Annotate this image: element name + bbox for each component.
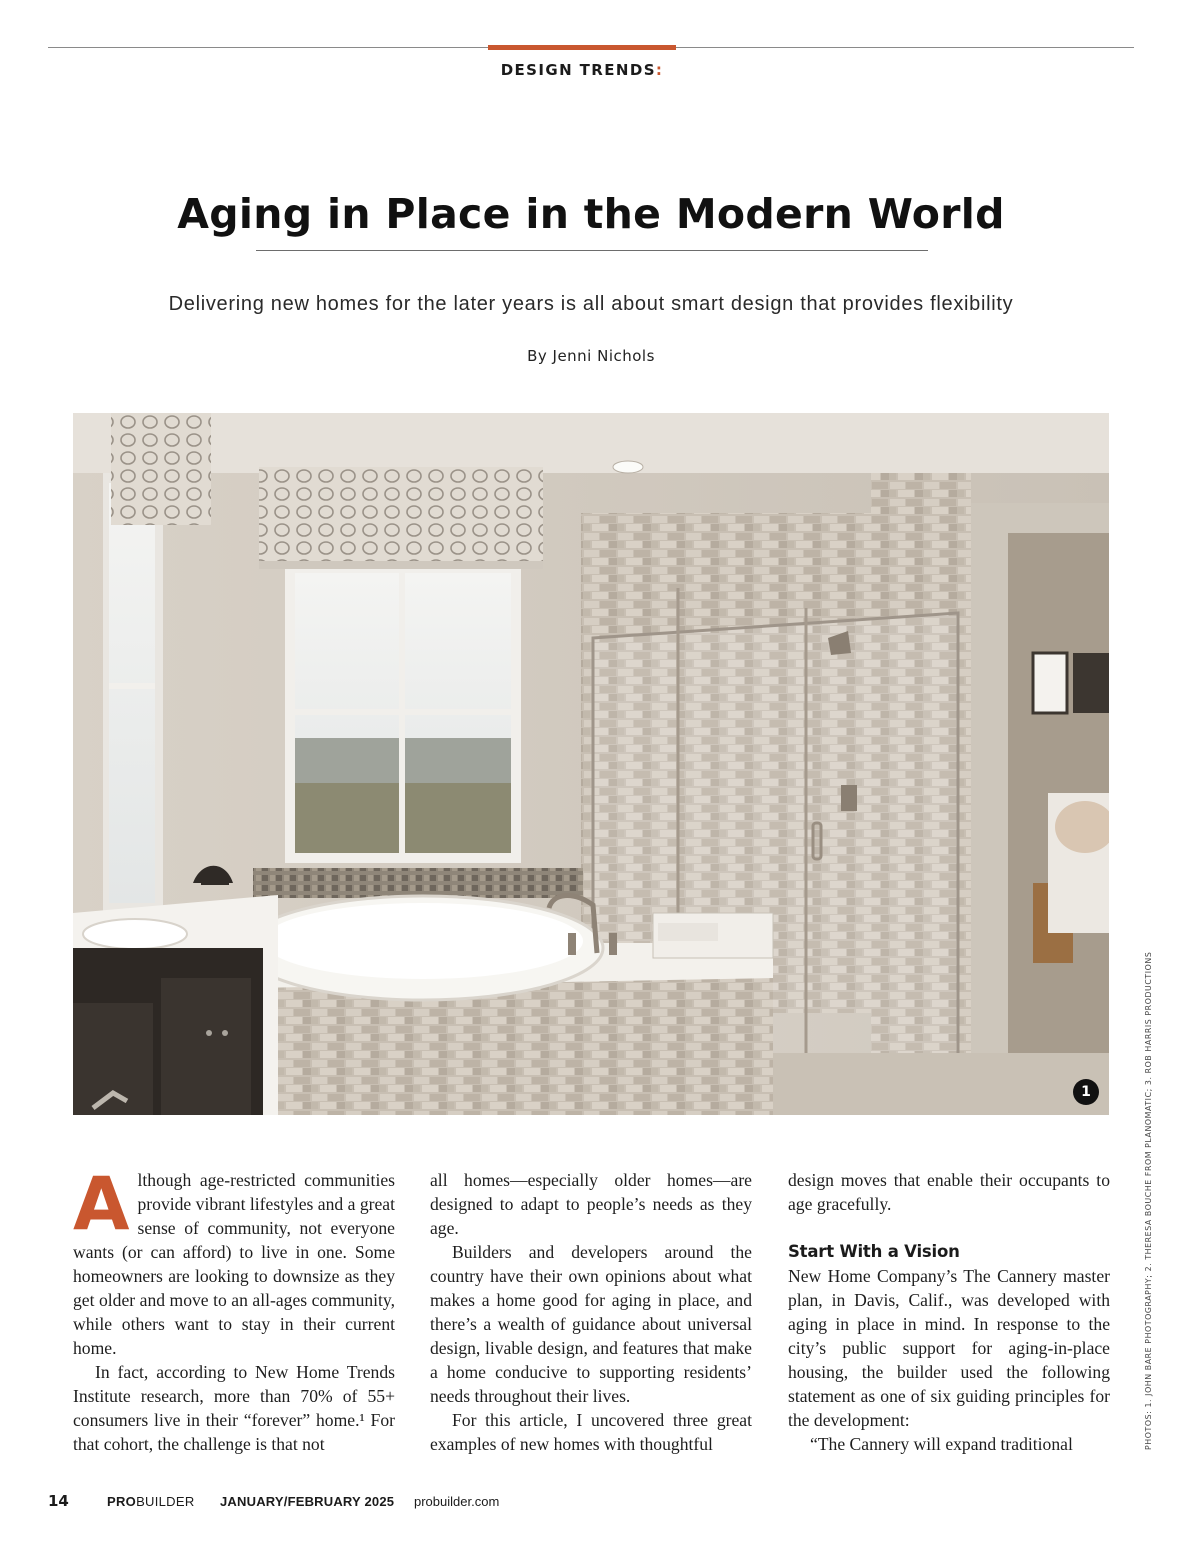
issue-date: JANUARY/FEBRUARY 2025 xyxy=(220,1494,395,1509)
body-column-3 xyxy=(788,1168,1110,1456)
section-label-colon: : xyxy=(655,61,664,79)
bathroom-photo xyxy=(73,413,1109,1115)
magazine-name-light: BUILDER xyxy=(136,1494,195,1509)
section-accent-bar xyxy=(488,45,676,50)
bathroom-illustration xyxy=(73,413,1109,1115)
body-paragraph: In fact, according to New Home Trends Institute research, more than 70% of 55+ consumers live in their “forever” home.¹ For that cohort, the challenge is that not xyxy=(73,1362,395,1454)
body-paragraph: “The Cannery will expand traditional xyxy=(810,1434,1073,1454)
magazine-name-bold: PRO xyxy=(107,1494,137,1509)
body-paragraph: New Home Company’s The Cannery master plan, in Davis, Calif., was developed with aging in place in mind. In response to the city’s public support for aging-in-place housing, the builder used the following statement as one of six guiding principles for the development: xyxy=(788,1266,1110,1430)
body-paragraph: design moves that enable their occupants to age gracefully. xyxy=(788,1170,1110,1214)
drop-cap: A xyxy=(73,1162,130,1247)
article-dek: Delivering new homes for the later years is all about smart design that provides flexibility xyxy=(168,293,1014,315)
title-underline xyxy=(256,250,928,251)
photo-number-badge: 1 xyxy=(1073,1079,1099,1105)
section-label xyxy=(0,61,1164,79)
body-paragraph: Builders and developers around the country have their own opinions about what makes a home good for aging in place, and there’s a wealth of guidance about universal design, livable design, and features that make a home conducive to supporting residents’ needs throughout their lives. xyxy=(430,1242,752,1406)
page-number: 14 xyxy=(48,1492,69,1510)
body-column-1 xyxy=(73,1162,395,1456)
magazine-url: probuilder.com xyxy=(414,1494,500,1509)
section-subhead: Start With a Vision xyxy=(788,1242,960,1261)
body-paragraph: lthough age-restricted communities provide vibrant lifestyles and a great sense of community, not everyone wants (or can afford) to live in one. Some homeowners are looking to downsize as they get older and move to an all-ages community, while others want to stay in their current home. xyxy=(73,1170,395,1358)
body-column-2 xyxy=(430,1168,752,1456)
article-byline: By Jenni Nichols xyxy=(527,347,655,365)
article-title: Aging in Place in the Modern World xyxy=(177,190,1005,238)
magazine-name xyxy=(107,1494,195,1509)
photo-credit xyxy=(1144,951,1160,1450)
body-paragraph: all homes—especially older homes—are designed to adapt to people’s needs as they age. xyxy=(430,1170,752,1238)
body-paragraph: For this article, I uncovered three great examples of new homes with thoughtful xyxy=(430,1410,752,1454)
section-label-text: DESIGN TRENDS xyxy=(500,61,656,79)
photo-credit-text: PHOTOS: 1. JOHN BARE PHOTOGRAPHY; 2. THERESA BOUCHE FROM PLANOMATIC; 3. ROB HARRIS PRODUCTIONS xyxy=(1144,951,1153,1450)
